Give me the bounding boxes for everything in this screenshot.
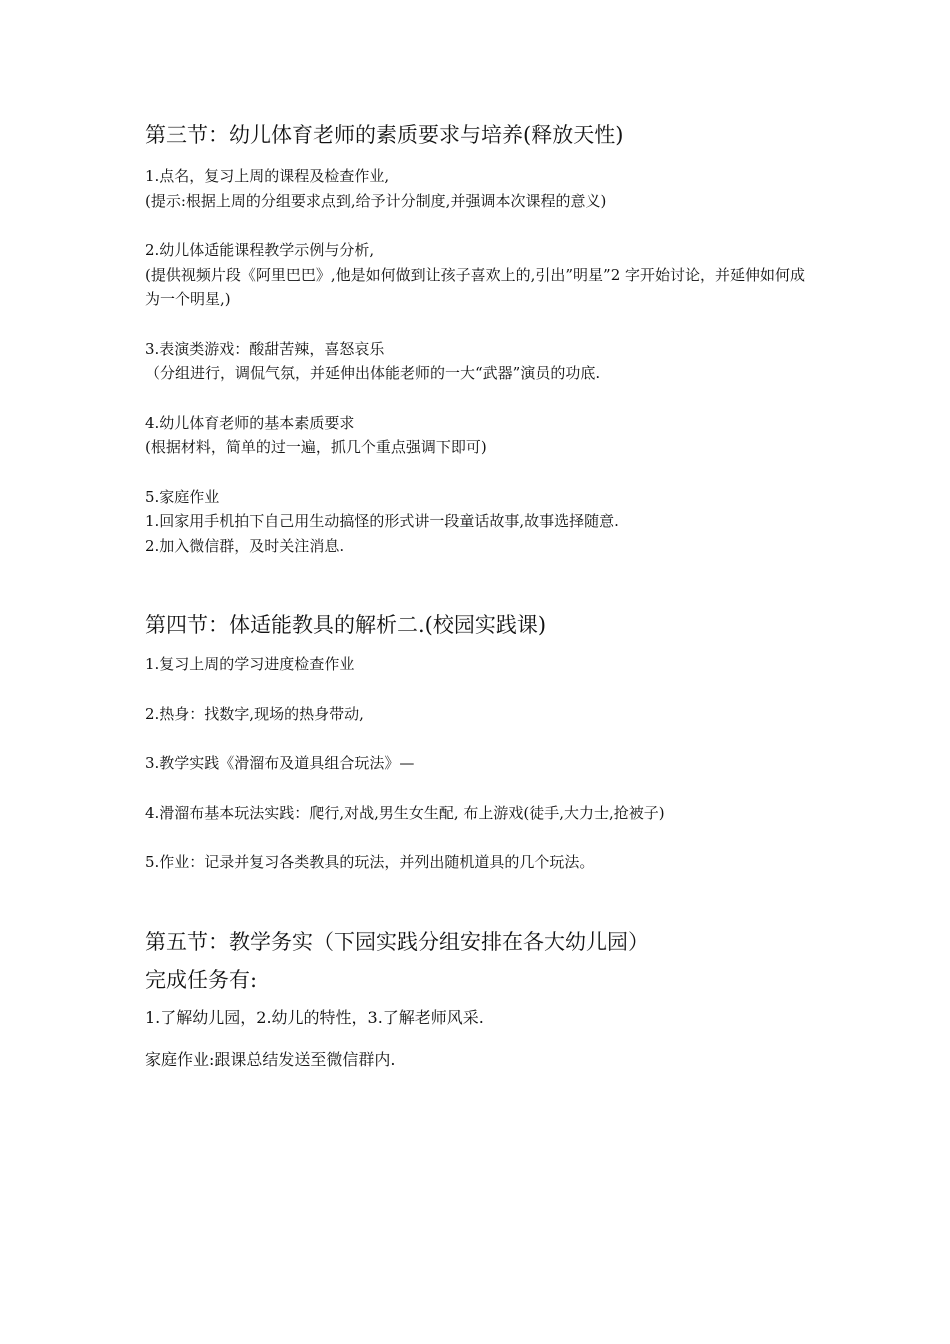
section-3-item-2: 2.幼儿体适能课程教学示例与分析, <box>145 241 375 259</box>
section-3-item-3: 3.表演类游戏：酸甜苦辣，喜怒哀乐 <box>145 339 385 358</box>
section-4-item-5: 5.作业：记录并复习各类教具的玩法，并列出随机道具的几个玩法。 <box>145 853 595 871</box>
section-5-homework: 家庭作业:跟课总结发送至微信群内. <box>145 1049 396 1069</box>
section-5-tasks: 1.了解幼儿园，2.幼儿的特性，3.了解老师风采. <box>145 1007 484 1027</box>
document-page <box>145 118 815 1073</box>
section-4-item-1: 1.复习上周的学习进度检查作业 <box>145 655 355 673</box>
section-3-item-1-note: (提示:根据上周的分组要求点到,给予计分制度,并强调本次课程的意义) <box>145 191 607 210</box>
section-4-item-2: 2.热身：找数字,现场的热身带动, <box>145 704 364 723</box>
section-5 <box>145 925 815 1073</box>
section-3 <box>145 118 815 558</box>
section-3-item-2-note: (提供视频片段《阿里巴巴》,他是如何做到让孩子喜欢上的,引出”明星”2 字开始讨论，并延伸如何成为一个明星,) <box>145 265 806 308</box>
section-3-homework-2: 2.加入微信群，及时关注消息. <box>145 536 345 555</box>
section-3-item-1: 1.点名，复习上周的课程及检查作业, <box>145 167 390 185</box>
section-3-item-4-note: (根据材料，简单的过一遍，抓几个重点强调下即可) <box>145 438 487 456</box>
section-3-item-3-note: （分组进行，调侃气氛，并延伸出体能老师的一大“武器”演员的功底. <box>145 364 601 382</box>
section-5-title: 第五节：教学务实（下园实践分组安排在各大幼儿园） <box>145 929 649 954</box>
section-3-homework-1: 1.回家用手机拍下自己用生动搞怪的形式讲一段童话故事,故事选择随意. <box>145 512 619 530</box>
section-4-title: 第四节：体适能教具的解析二.(校园实践课) <box>145 613 547 637</box>
section-3-item-5: 5.家庭作业 <box>145 487 220 506</box>
section-4-item-4: 4.滑溜布基本玩法实践：爬行,对战,男生女生配, 布上游戏(徒手,大力士,抢被子) <box>145 803 665 822</box>
section-3-item-4: 4.幼儿体育老师的基本素质要求 <box>145 413 355 432</box>
section-5-subtitle: 完成任务有: <box>145 967 258 992</box>
section-3-title: 第三节：幼儿体育老师的素质要求与培养(释放天性) <box>145 123 624 147</box>
section-4 <box>145 608 815 875</box>
section-4-item-3: 3.教学实践《滑溜布及道具组合玩法》— <box>145 754 415 772</box>
